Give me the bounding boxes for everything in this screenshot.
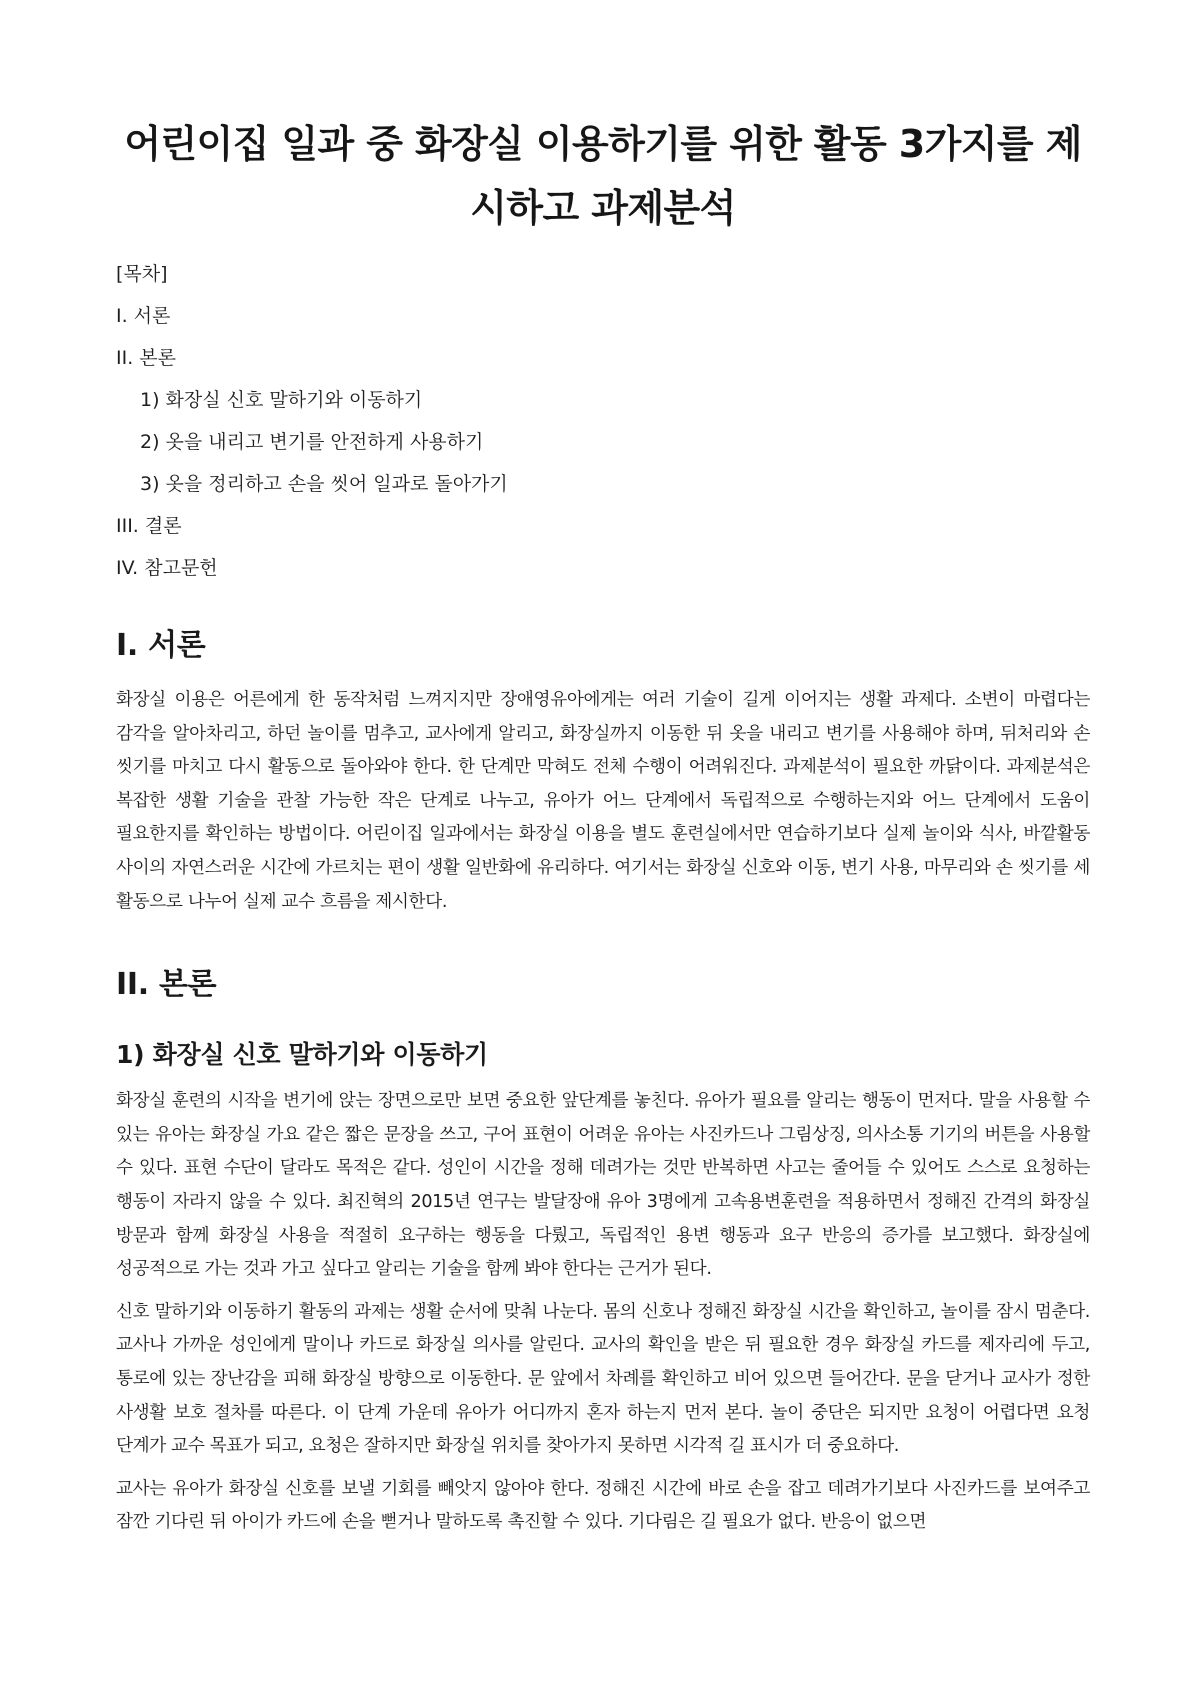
toc-heading: [목차] <box>116 263 168 285</box>
paragraph: 신호 말하기와 이동하기 활동의 과제는 생활 순서에 맞춰 나눈다. 몸의 신호나 정해진 화장실 시간을 확인하고, 놀이를 잠시 멈춘다. 교사나 가까운 성인에게 말이나 카드로 화장실 의사를 알린다. 교사의 확인을 받은 뒤 필요한 경우 화장실 카드를 제자리에 두고, 통로에 있는 장난감을 피해 화장실 방향으로 이동한다. 문 앞에서 차례를 확인하고 비어 있으면 들어간다. 문을 닫거나 교사가 정한 사생활 보호 절차를 따른다. 이 단계 가운데 유아가 어디까지 혼자 하는지 먼저 본다. 놀이 중단은 되지만 요청이 어렵다면 요청 단계가 교수 목표가 되고, 요청은 잘하지만 화장실 위치를 찾아가지 못하면 시각적 길 표시가 더 중요하다. <box>116 1301 1090 1457</box>
toc-item-body: II. 본론 <box>116 347 176 369</box>
toc-item-body-1: 1) 화장실 신호 말하기와 이동하기 <box>140 389 423 411</box>
subsection-heading-1: 1) 화장실 신호 말하기와 이동하기 <box>116 1040 488 1070</box>
toc-item-intro: I. 서론 <box>116 305 171 327</box>
section-heading-introduction: I. 서론 <box>116 628 206 663</box>
table-of-contents <box>116 262 1090 580</box>
toc-item-conclusion: III. 결론 <box>116 515 182 537</box>
section-introduction <box>116 628 1090 919</box>
toc-item-references: IV. 참고문헌 <box>116 557 218 579</box>
section-heading-body: II. 본론 <box>116 967 217 1003</box>
paragraph: 화장실 훈련의 시작을 변기에 앉는 장면으로만 보면 중요한 앞단계를 놓친다. 유아가 필요를 알리는 행동이 먼저다. 말을 사용할 수 있는 유아는 화장실 가요 같은 짧은 문장을 쓰고, 구어 표현이 어려운 유아는 사진카드나 그림상징, 의사소통 기기의 버튼을 사용할 수 있다. 표현 수단이 달라도 목적은 같다. 성인이 시간을 정해 데려가는 것만 반복하면 사고는 줄어들 수 있어도 스스로 요청하는 행동이 자라지 않을 수 있다. 최진혁의 2015년 연구는 발달장애 유아 3명에게 고속용변훈련을 적용하면서 정해진 간격의 화장실 방문과 함께 화장실 사용을 적절히 요구하는 행동을 다뤘고, 독립적인 용변 행동과 요구 반응의 증가를 보고했다. 화장실에 성공적으로 가는 것과 가고 싶다고 알리는 기술을 함께 봐야 한다는 근거가 된다. <box>116 1091 1090 1280</box>
paragraph: 화장실 이용은 어른에게 한 동작처럼 느껴지지만 장애영유아에게는 여러 기술이 길게 이어지는 생활 과제다. 소변이 마렵다는 감각을 알아차리고, 하던 놀이를 멈추고, 교사에게 알리고, 화장실까지 이동한 뒤 옷을 내리고 변기를 사용해야 하며, 뒤처리와 손 씻기를 마치고 다시 활동으로 돌아와야 한다. 한 단계만 막혀도 전체 수행이 어려워진다. 과제분석이 필요한 까닭이다. 과제분석은 복잡한 생활 기술을 관찰 가능한 작은 단계로 나누고, 유아가 어느 단계에서 독립적으로 수행하는지와 어느 단계에서 도움이 필요한지를 확인하는 방법이다. 어린이집 일과에서는 화장실 이용을 별도 훈련실에서만 연습하기보다 실제 놀이와 식사, 바깥활동 사이의 자연스러운 시간에 가르치는 편이 생활 일반화에 유리하다. 여기서는 화장실 신호와 이동, 변기 사용, 마무리와 손 씻기를 세 활동으로 나누어 실제 교수 흐름을 제시한다. <box>116 690 1090 912</box>
toc-item-body-2: 2) 옷을 내리고 변기를 안전하게 사용하기 <box>140 431 484 453</box>
section-body <box>116 967 1090 1540</box>
paragraph: 교사는 유아가 화장실 신호를 보낼 기회를 빼앗지 않아야 한다. 정해진 시간에 바로 손을 잡고 데려가기보다 사진카드를 보여주고 잠깐 기다린 뒤 아이가 카드에 손을 뻗거나 말하도록 촉진할 수 있다. 기다림은 길 필요가 없다. 반응이 없으면 <box>116 1478 1090 1533</box>
document-title: 어린이집 일과 중 화장실 이용하기를 위한 활동 3가지를 제시하고 과제분석 <box>124 122 1082 230</box>
toc-item-body-3: 3) 옷을 정리하고 손을 씻어 일과로 돌아가기 <box>140 473 508 495</box>
